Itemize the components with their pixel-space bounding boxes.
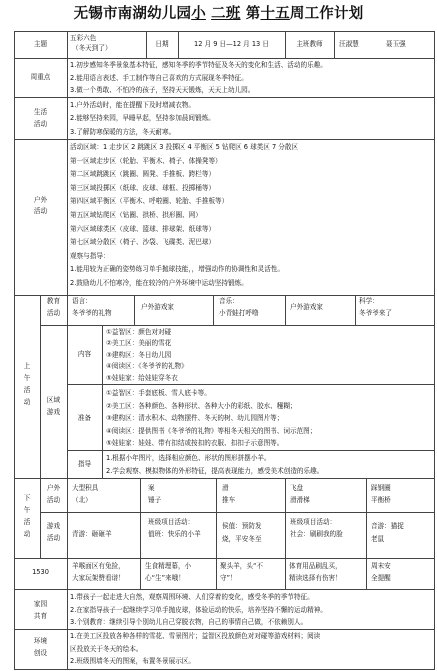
observation-heading: 观察与指导：: [70, 251, 110, 260]
rhythm-tue: 生食精理幕，小: [145, 562, 192, 570]
music-subject: 音乐：: [219, 297, 239, 305]
outdoor-game-2: 户外游戏家: [290, 303, 323, 311]
content-label: 内容: [77, 350, 92, 358]
pm-sport-mon-2: （北）: [72, 496, 92, 504]
area-guide-item: 2.学会观察、模拟物体的外形特征，提高表现能力，感受美术创造的乐趣。: [106, 466, 324, 475]
am-label-2: 午: [23, 374, 31, 382]
outdoor-areas: 活动区域：1 走步区 2 跳跳区 3 投掷区 4 平衡区 5 钻爬区 6 球类区 7 分散区: [70, 143, 299, 151]
teacher-label: 主班教师: [296, 40, 323, 48]
page-title: [0, 2, 437, 23]
outdoor-label-2: 活动: [33, 207, 48, 215]
life-activity-item: 3.了解防寒保暖的方法，冬天耐寒。: [70, 127, 176, 136]
week-suffix: 周工作计划: [289, 6, 364, 22]
week-number: 十五: [260, 6, 290, 22]
outdoor-content: [70, 141, 432, 291]
pm-game-wed-2: 烧，平安冬至: [222, 535, 262, 543]
language-lesson: 冬爷爷的礼物: [72, 309, 112, 317]
pm-sport-mon: 大型积具: [72, 484, 99, 492]
am-label-3: 活: [23, 386, 31, 394]
week-key-item: 3.做一个勇敢、不怕冷的孩子，坚持天天锻炼，天天上幼儿园。: [70, 86, 255, 95]
theme-name: 五彩六色: [70, 34, 97, 42]
teacher-name-2: 聂玉强: [386, 40, 406, 48]
area-game-label-2: 游戏: [46, 408, 61, 416]
rhythm-tue-2: 心“生”来哦！: [145, 574, 185, 582]
rhythm-mon-2: 大家玩架赞看谱！: [72, 574, 125, 582]
life-activity-label-2: 活动: [33, 120, 48, 128]
pm-game-mon: 青游：砸砸羊: [72, 530, 112, 538]
pm-sport-fri-2: 平衡桥: [371, 496, 391, 504]
rhythm-wed: 聚头羊，头“不: [220, 562, 263, 570]
outdoor-area-item: 第七区域分散区（椅子、沙袋、飞碟类、泥巴球）: [70, 238, 216, 247]
family-content: [70, 591, 432, 629]
environment-item: 区投放关于冬天的绘本。: [70, 644, 143, 653]
rhythm-fri-2: 全提醒: [371, 574, 391, 582]
outdoor-area-item: 第二区域跳跳区（跳圈、圆凳、手推板、跨栏等）: [70, 170, 216, 179]
pm-outdoor-label-2: 活动: [46, 496, 61, 504]
rhythm-mon: 羊喉面区有兔捡，: [72, 562, 125, 570]
week-key-label: 周重点: [30, 73, 51, 81]
teaching-label-1: 教育: [46, 297, 61, 305]
date-range: 12 月 9 日—12 月 13 日: [194, 40, 269, 48]
environment-item: 1.在美工区投放各种各样的雪花、雪景图片；益智区投放颜色对对碰等游戏材料；阅读: [70, 632, 321, 640]
area-content-item: ④阅读区：《冬爷爷的礼物》: [106, 362, 188, 371]
life-activity-item: 1.户外活动时，能在提醒下及时增减衣物。: [70, 101, 195, 109]
life-activity-item: 2.能够坚持来园，早睡早起，坚持参加晨间锻炼。: [70, 114, 215, 123]
pm-sport-fri: 踩钢圈: [371, 484, 391, 492]
pm-game-tue: 班级项目活动：: [148, 518, 195, 526]
area-content-item: ①益智区：颜色对对碰: [106, 328, 172, 336]
week-key-item: 1.初步感知冬季景象基本特征，感知冬季的季节特征及冬天的变化和生活、活动的乐趣。: [70, 61, 327, 69]
pm-sport-thu: 飞盘: [290, 484, 304, 492]
pm-game-tue-2: 值班：快乐的小羊: [148, 530, 201, 538]
area-guide-item: 1.根据小年图片，选择相应颜色、形状的图形拼摆小羊。: [106, 454, 271, 462]
pm-label-2: 午: [23, 506, 31, 514]
outdoor-area-item: 第六区域球类区（皮球、篮球、排球架、纸球等）: [70, 224, 216, 233]
outdoor-label-1: 户外: [33, 196, 48, 204]
rhythm-fri: 周末安: [371, 562, 391, 570]
area-prepare-item: ④阅读区：提供图书《冬爷爷的礼物》等相冬天相关的图书、词示范图；: [106, 426, 317, 435]
class-name: 二班: [211, 6, 241, 22]
theme-subtitle: （冬天到了）: [72, 44, 112, 52]
pm-game-fri-2: 老鼠: [371, 535, 385, 543]
area-game-label-1: 区域: [46, 396, 61, 404]
family-item: 2.在家指导孩子一起继续学习单手抛皮球，体验运动的快乐，培养坚持不懈的运动精神。: [70, 605, 327, 614]
rhythm-wed-2: 守”！: [220, 574, 237, 582]
week-key-item: 2.能用语言表述、手工制作等自己喜欢的方式展现冬季特征。: [70, 73, 248, 82]
am-label-1: 上: [23, 362, 31, 370]
rhythm-label: 1530: [32, 568, 49, 576]
outdoor-game-1: 户外游戏家: [141, 303, 174, 311]
pm-game-wed: 侯值：预防发: [222, 522, 262, 530]
pm-game-label-1: 游戏: [46, 522, 61, 530]
area-content-item: ②美工区：美丽的雪花: [106, 339, 172, 348]
area-prepare-item: ③建构区：清水积木、动物摆件、冬天的树、幼儿园图片等；: [106, 414, 284, 423]
area-content-item: ⑤娃娃家：给娃娃穿冬衣: [106, 373, 178, 382]
class-level: 小: [191, 6, 206, 22]
area-guide: [106, 452, 432, 477]
outdoor-area-item: 第三区域投掷区（纸球、皮球、球框、投掷桶等）: [70, 183, 216, 192]
pm-sport-thu-2: 滑滑梯: [290, 496, 310, 504]
family-label-1: 家园: [33, 600, 48, 608]
date-label: 日期: [155, 40, 169, 48]
theme-label: 主题: [33, 40, 48, 48]
teacher-name: 汪淑慧: [339, 40, 359, 48]
area-prepare-item: ②美工区：各种颜色、各种形状、各种大小的彩纸、胶水、糨糊；: [106, 401, 297, 410]
environment-label-2: 创设: [33, 649, 48, 657]
music-lesson: 小青蛙打呼噜: [219, 309, 259, 317]
outdoor-area-item: 第一区域走步区（轮胎、平衡木、椅子、体操凳等）: [70, 156, 222, 165]
family-label-2: 共育: [33, 612, 48, 620]
am-label-4: 动: [23, 398, 31, 406]
pm-game-label-2: 活动: [46, 534, 61, 542]
area-content-item: ③建构区：冬日幼儿园: [106, 350, 172, 359]
environment-content: [70, 630, 432, 668]
area-content: [106, 327, 432, 384]
environment-label-1: 环境: [33, 637, 48, 645]
outdoor-area-item: 第四区域平衡区（平衡木、呼啦圈、轮胎、手推板等）: [70, 197, 229, 206]
teaching-label-2: 活动: [46, 309, 61, 317]
pm-label-3: 活: [23, 518, 31, 526]
family-item: 3.个别教育：继续引导个别幼儿自己穿脱衣物，自己的事情自己做，不依赖别人。: [70, 618, 308, 627]
observation-item: 1.能用较为正确的姿势练习单手抛球技能，，增强动作的协调性和灵活性。: [70, 265, 284, 274]
area-prepare-item: ①益智区：手套底板、雪人底卡等。: [106, 389, 211, 397]
science-subject: 科学：: [359, 297, 379, 305]
environment-item: 2.班级围墙冬天的图案，布置冬景展示区。: [70, 657, 195, 666]
area-prepare: [106, 387, 432, 450]
area-prepare-item: ⑤娃娃家：娃娃、带有扣结或按扣的衣服、扣扣子示意图等。: [106, 439, 284, 448]
pm-label-1: 下: [23, 494, 31, 502]
pm-sport-wed: 滑: [222, 484, 229, 492]
rhythm-thu: 体育用品刷乱买，: [289, 562, 342, 570]
rhythm-thu-2: 精读选择有伤害！: [289, 574, 342, 582]
pm-sport-tue: 案: [148, 484, 155, 492]
pm-game-fri: 音游：猫捉: [371, 522, 404, 530]
family-item: 1.带孩子一起走进大自然，观察周围环境、人们穿着的变化，感受冬季的季节特征。: [70, 593, 314, 601]
pm-sport-wed-2: 推车: [222, 496, 236, 504]
prepare-label: 准备: [77, 414, 92, 422]
kindergarten-name: 无锡市南湖幼儿园: [73, 6, 192, 22]
pm-sport-tue-2: 锤子: [148, 496, 162, 504]
language-subject: 语言：: [72, 297, 92, 305]
week-prefix: 第: [245, 6, 261, 22]
science-lesson: 冬爷爷来了: [359, 309, 392, 317]
outdoor-area-item: 第五区域钻爬区（钻圈、拱桥、拱形圈、网）: [70, 210, 202, 219]
pm-label-4: 动: [23, 530, 31, 538]
pm-outdoor-label-1: 户外: [46, 484, 61, 492]
life-activity-content: [70, 99, 432, 139]
guide-label: 指导: [77, 460, 92, 468]
pm-game-thu: 班级项目活动：: [290, 518, 337, 526]
week-key-content: [70, 59, 432, 97]
life-activity-label-1: 生活: [33, 108, 48, 116]
observation-item: 2.鼓励幼儿不怕寒冷，能在较冷的户外环境中运动坚持锻炼。: [70, 278, 248, 287]
pm-game-thu-2: 社会：刷刷我的脸: [290, 530, 343, 538]
